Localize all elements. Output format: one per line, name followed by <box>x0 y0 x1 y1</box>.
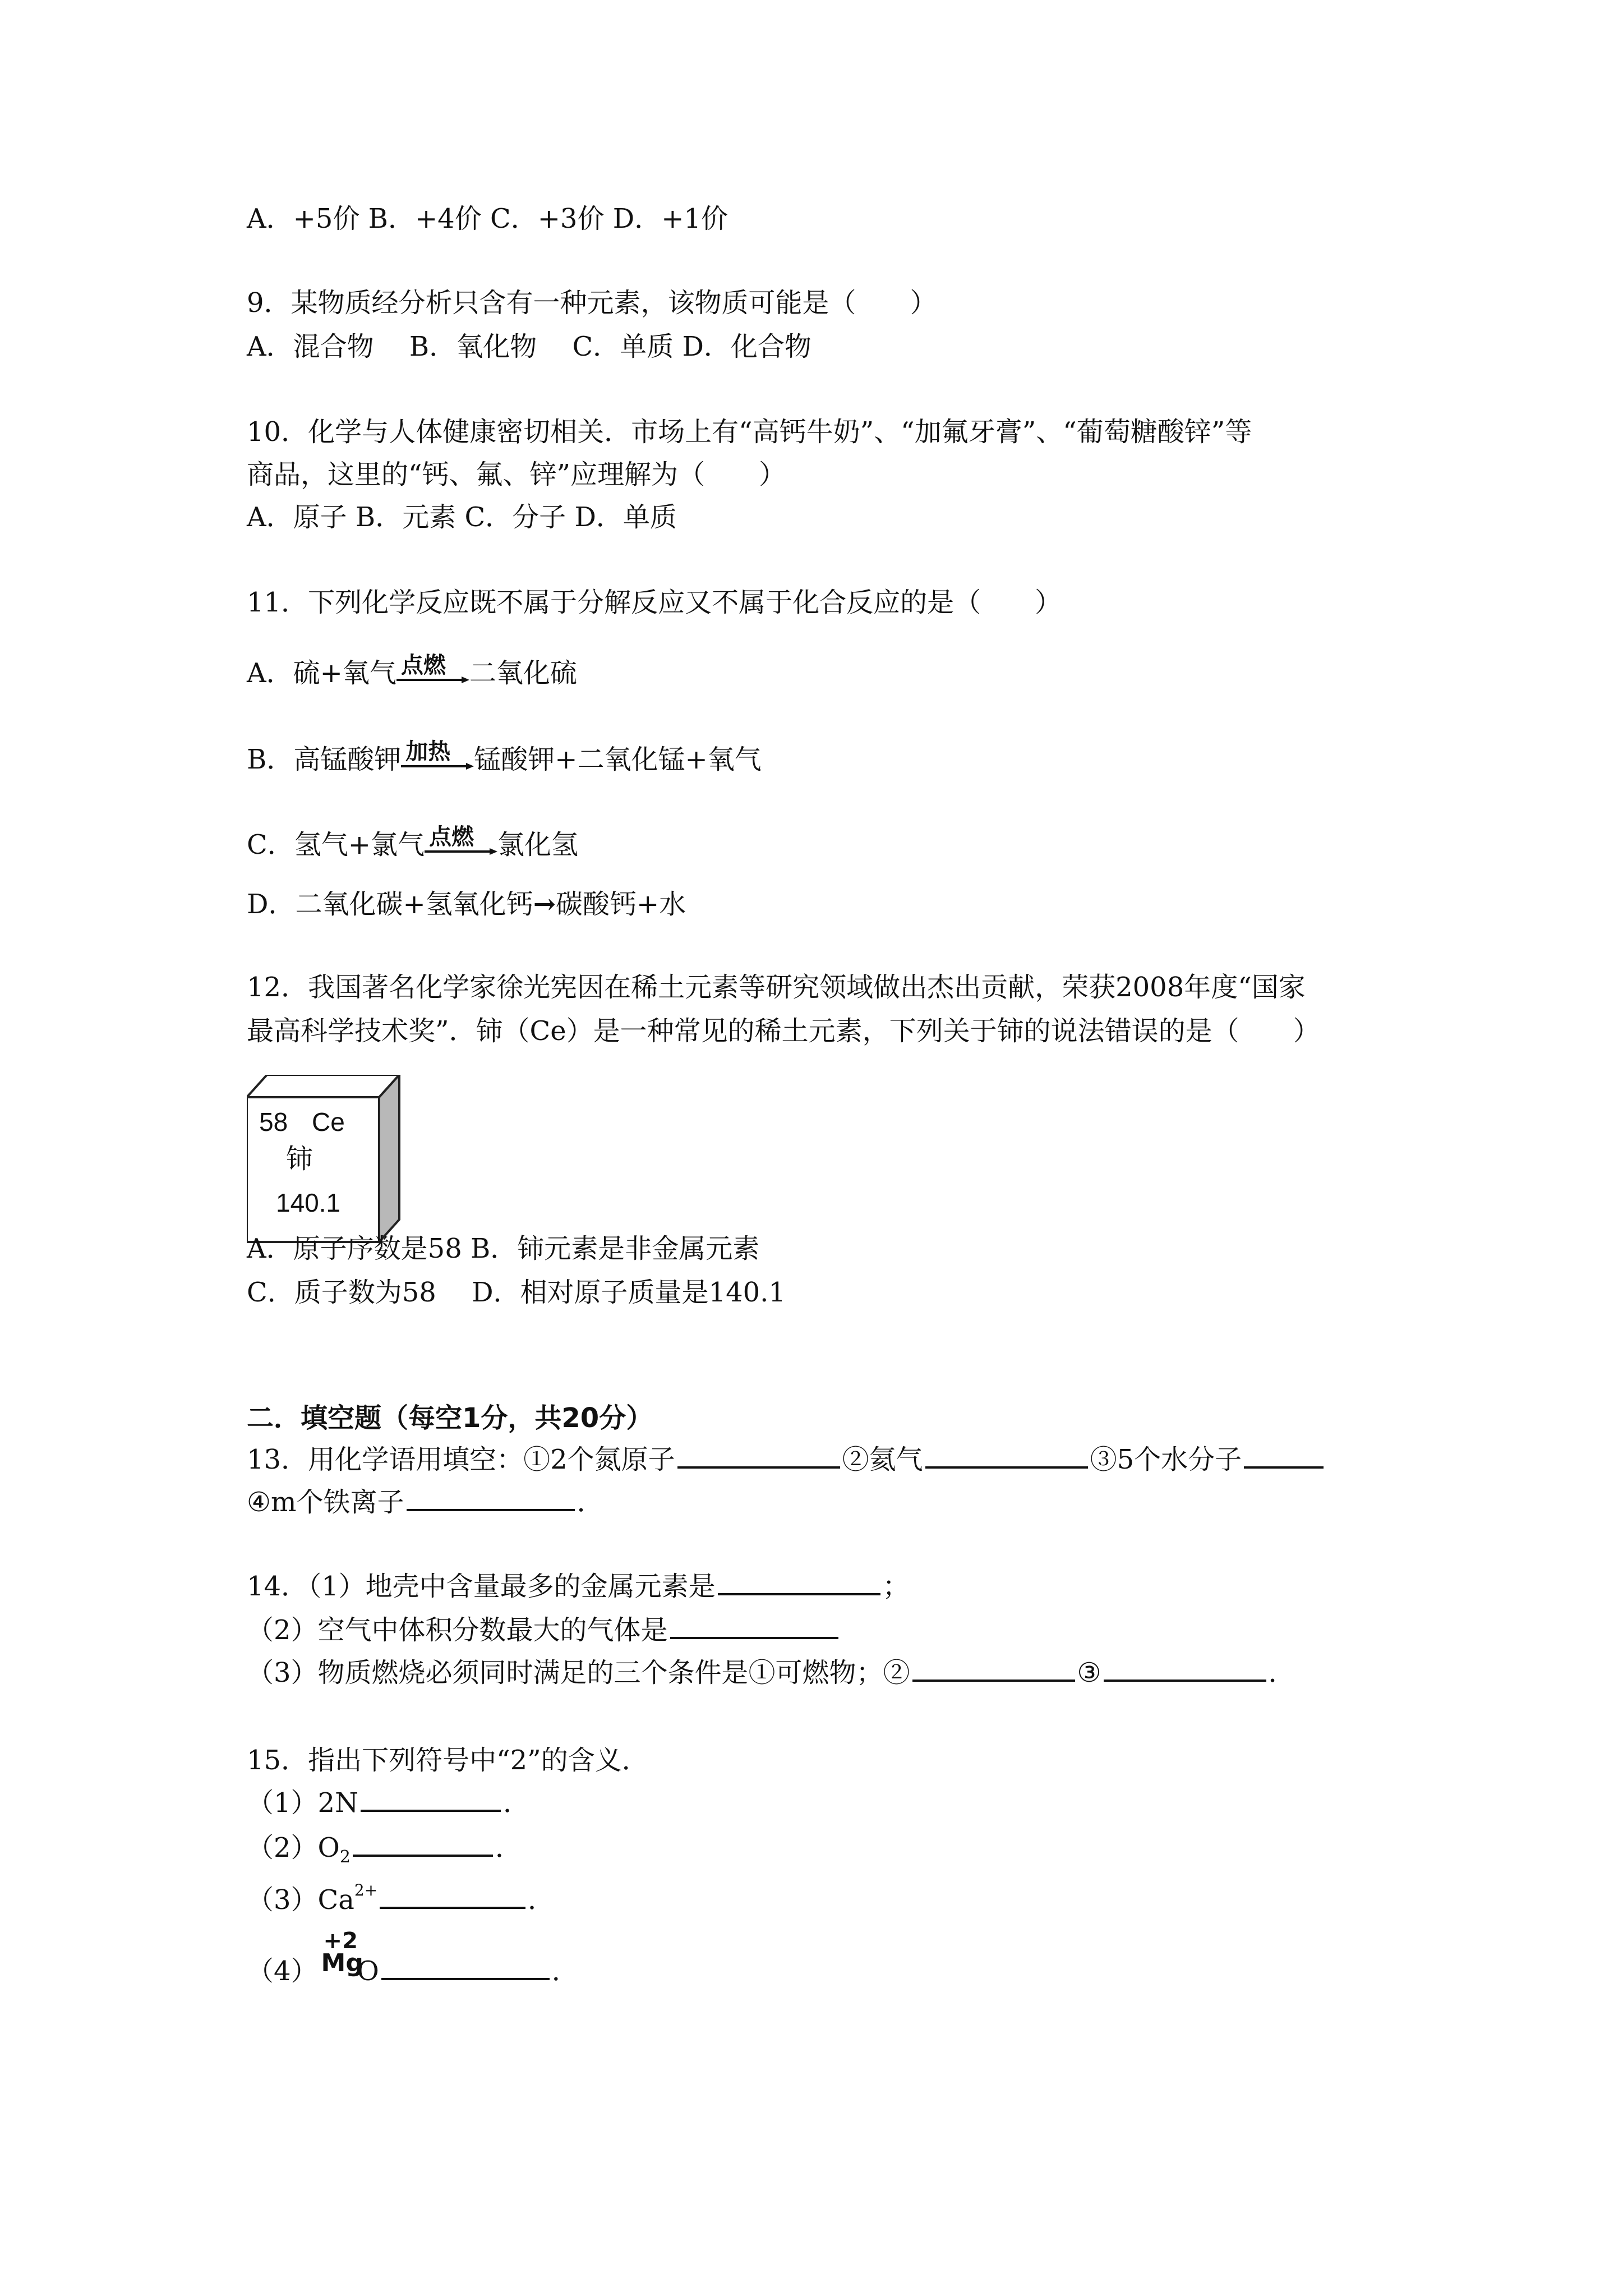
q11-c-prefix: C．氢气+氯气 <box>247 829 425 861</box>
answer-blank[interactable] <box>925 1442 1088 1469</box>
q15-part2 <box>247 1830 522 1874</box>
q11-a-prefix: A．硫+氧气 <box>247 657 396 689</box>
condition-label: 点燃 <box>428 823 474 850</box>
q11-stem: 11．下列化学反应既不属于分解反应又不属于化合反应的是（ ） <box>247 587 1062 618</box>
q9-stem: 9．某物质经分析只含有一种元素，该物质可能是（ ） <box>247 287 937 319</box>
q15-symbol-o2: （2）O <box>247 1832 340 1864</box>
q14-line1 <box>247 1568 910 1603</box>
answer-blank[interactable] <box>912 1655 1075 1682</box>
q15-part3 <box>247 1874 555 1917</box>
reaction-arrow <box>425 823 497 864</box>
q11-option-a <box>247 652 577 692</box>
q14-line2 <box>247 1612 841 1647</box>
q15-symbol-2n: （1）2N <box>247 1787 359 1819</box>
q9-options: A．混合物 B．氧化物 C．单质 D．化合物 <box>247 331 811 362</box>
condition-label: 加热 <box>405 738 451 765</box>
q15-stem: 15．指出下列符号中“2”的含义． <box>247 1745 649 1776</box>
q10-options: A．原子 B．元素 C．分子 D．单质 <box>247 501 677 533</box>
q11-a-suffix: 二氧化硫 <box>469 657 577 689</box>
q15-tail-o: O <box>357 1955 379 1987</box>
reaction-arrow <box>401 738 474 779</box>
answer-blank[interactable] <box>718 1568 880 1595</box>
answer-blank[interactable] <box>380 1882 525 1909</box>
q11-d-suffix: 碳酸钙+水 <box>555 889 686 920</box>
atomic-number: 58 <box>259 1107 288 1137</box>
q14-item3: ③ <box>1077 1657 1101 1688</box>
answer-blank[interactable] <box>1244 1442 1324 1469</box>
q11-b-prefix: B．高锰酸钾 <box>247 744 402 775</box>
period: ． <box>528 1884 555 1916</box>
q11-option-b <box>247 738 762 779</box>
q15-part4 <box>247 1928 579 1988</box>
answer-blank[interactable] <box>407 1484 575 1511</box>
arrow-icon <box>401 762 474 771</box>
period: ． <box>1268 1657 1295 1688</box>
subscript: 2 <box>339 1847 351 1867</box>
q13-item2: ②氦气 <box>842 1444 923 1475</box>
q11-option-d <box>247 887 686 921</box>
q8-options: A．+5价 B．+4价 C．+3价 D．+1价 <box>247 203 728 234</box>
answer-blank[interactable] <box>361 1785 501 1812</box>
q12-options-line1: A．原子序数是58 B．铈元素是非金属元素 <box>247 1233 760 1264</box>
q13-item4: ④m个铁离子 <box>247 1487 404 1518</box>
valence-number: +2 <box>323 1928 358 1954</box>
section-title: 二．填空题（每空1分，共20分） <box>247 1402 653 1434</box>
answer-blank[interactable] <box>677 1442 840 1469</box>
q11-d-arrow: → <box>533 889 556 920</box>
atomic-mass: 140.1 <box>276 1188 341 1217</box>
q13-item3: ③5个水分子 <box>1090 1444 1242 1475</box>
period: ． <box>551 1955 579 1987</box>
q11-b-suffix: 锰酸钾+二氧化锰+氧气 <box>474 744 762 775</box>
answer-blank[interactable] <box>381 1953 550 1980</box>
q13-line1 <box>247 1442 1326 1476</box>
element-card <box>247 1075 404 1243</box>
q14-line3 <box>247 1655 1295 1690</box>
q11-d-prefix: D．二氧化碳+氢氧化钙 <box>247 889 533 920</box>
q12-stem-line2: 最高科学技术奖”．铈（Ce）是一种常见的稀土元素，下列关于铈的说法错误的是（ ） <box>247 1015 1320 1047</box>
q15-part1 <box>247 1785 530 1820</box>
q11-c-suffix: 氯化氢 <box>497 829 578 861</box>
element-symbol: Ce <box>312 1107 345 1137</box>
period: ． <box>577 1487 604 1518</box>
q15-symbol-ca: （3）Ca <box>247 1884 354 1916</box>
period: ． <box>503 1787 531 1819</box>
q13-line2 <box>247 1484 604 1519</box>
q12-options-line2: C．质子数为58 D．相对原子质量是140.1 <box>247 1277 786 1308</box>
q14-part1: 14．（1）地壳中含量最多的金属元素是 <box>247 1571 716 1602</box>
q10-stem-line2: 商品，这里的“钙、氟、锌”应理解为（ ） <box>247 459 786 490</box>
element-name: 铈 <box>286 1143 313 1175</box>
q12-stem-line1: 12．我国著名化学家徐光宪因在稀土元素等研究领域做出杰出贡献，荣获2008年度“国家 <box>247 972 1306 1003</box>
element-mg: Mg <box>321 1949 363 1977</box>
q13-item1: 13．用化学语用填空：①2个氮原子 <box>247 1444 675 1475</box>
q14-part3: （3）物质燃烧必须同时满足的三个条件是①可燃物；② <box>247 1657 910 1688</box>
arrow-icon <box>396 675 469 684</box>
q10-stem-line1: 10．化学与人体健康密切相关．市场上有“高钙牛奶”、“加氟牙膏”、“葡萄糖酸锌”等 <box>247 416 1252 448</box>
answer-blank[interactable] <box>353 1830 493 1857</box>
reaction-arrow <box>396 652 469 692</box>
answer-blank[interactable] <box>1104 1655 1266 1682</box>
q15-label-4: （4） <box>247 1955 318 1987</box>
period: ． <box>495 1832 523 1864</box>
arrow-icon <box>425 847 497 856</box>
q14-part2: （2）空气中体积分数最大的气体是 <box>247 1614 668 1646</box>
answer-blank[interactable] <box>670 1612 838 1639</box>
superscript: 2+ <box>354 1881 378 1899</box>
condition-label: 点燃 <box>400 652 446 678</box>
semicolon: ； <box>882 1571 910 1602</box>
q11-option-c <box>247 823 578 864</box>
valence-symbol <box>318 1928 363 1980</box>
